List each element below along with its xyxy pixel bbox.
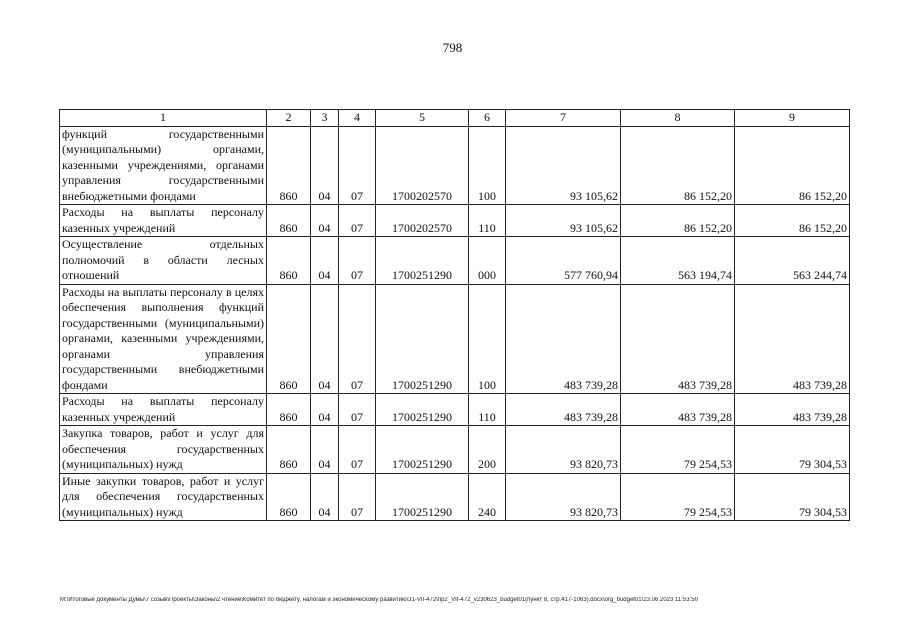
cell-subsection: 07 xyxy=(339,237,376,285)
cell-ministry-code: 860 xyxy=(267,126,311,205)
column-header: 6 xyxy=(469,110,506,127)
cell-ministry-code: 860 xyxy=(267,426,311,474)
column-header: 7 xyxy=(506,110,621,127)
cell-subsection: 07 xyxy=(339,126,376,205)
cell-target-article: 1700202570 xyxy=(376,126,469,205)
cell-amount-col8: 86 152,20 xyxy=(621,205,735,237)
column-header: 8 xyxy=(621,110,735,127)
cell-target-article: 1700251290 xyxy=(376,284,469,394)
cell-amount-col7: 93 105,62 xyxy=(506,126,621,205)
cell-expense-type: 000 xyxy=(469,237,506,285)
budget-table xyxy=(59,109,850,521)
row-description: Расходы на выплаты персоналу в целях обеспечения выполнения функций государственными (муниципальными) органами, казенными учреждениями, органами управления государственными внебюджетными фондами xyxy=(60,284,267,394)
cell-amount-col9: 79 304,53 xyxy=(735,426,850,474)
cell-amount-col8: 483 739,28 xyxy=(621,284,735,394)
cell-amount-col8: 563 194,74 xyxy=(621,237,735,285)
cell-amount-col8: 79 254,53 xyxy=(621,473,735,521)
page-number: 798 xyxy=(442,40,463,55)
cell-target-article: 1700202570 xyxy=(376,205,469,237)
row-description: Расходы на выплаты персоналу казенных учреждений xyxy=(60,205,267,237)
cell-expense-type: 110 xyxy=(469,394,506,426)
header-row xyxy=(60,110,850,127)
cell-amount-col7: 483 739,28 xyxy=(506,284,621,394)
column-header: 4 xyxy=(339,110,376,127)
cell-amount-col9: 79 304,53 xyxy=(735,473,850,521)
cell-target-article: 1700251290 xyxy=(376,473,469,521)
cell-section: 04 xyxy=(311,237,339,285)
cell-amount-col7: 93 105,62 xyxy=(506,205,621,237)
cell-amount-col7: 93 820,73 xyxy=(506,426,621,474)
row-description: функций государственными (муниципальными) органами, казенными учреждениями, органами управления государственными внебюджетными фондами xyxy=(60,126,267,205)
table-row xyxy=(60,126,850,205)
cell-section: 04 xyxy=(311,473,339,521)
cell-expense-type: 100 xyxy=(469,284,506,394)
column-header: 3 xyxy=(311,110,339,127)
cell-subsection: 07 xyxy=(339,394,376,426)
cell-target-article: 1700251290 xyxy=(376,237,469,285)
cell-subsection: 07 xyxy=(339,473,376,521)
table-row xyxy=(60,473,850,521)
column-header: 5 xyxy=(376,110,469,127)
cell-target-article: 1700251290 xyxy=(376,394,469,426)
table-row xyxy=(60,394,850,426)
cell-ministry-code: 860 xyxy=(267,205,311,237)
footer-file-path: М:\Итоговые документы Думы\7 созыв\Проекты\Законы\2 чтение\Комитет по бюджету, налогам и экономическому развитию\31-VII-472\пр2_VII-472_v230623_budget01(пункт 8, стр.417-1063).docx\org_budget01\23.06.2023 11:53:50 xyxy=(60,597,698,603)
cell-amount-col9: 483 739,28 xyxy=(735,284,850,394)
row-description: Иные закупки товаров, работ и услуг для обеспечения государственных (муниципальных) нужд xyxy=(60,473,267,521)
cell-amount-col8: 79 254,53 xyxy=(621,426,735,474)
column-header: 9 xyxy=(735,110,850,127)
cell-section: 04 xyxy=(311,205,339,237)
row-description: Расходы на выплаты персоналу казенных учреждений xyxy=(60,394,267,426)
cell-section: 04 xyxy=(311,426,339,474)
cell-subsection: 07 xyxy=(339,205,376,237)
column-header: 2 xyxy=(267,110,311,127)
cell-section: 04 xyxy=(311,394,339,426)
cell-subsection: 07 xyxy=(339,284,376,394)
cell-amount-col8: 86 152,20 xyxy=(621,126,735,205)
cell-amount-col8: 483 739,28 xyxy=(621,394,735,426)
cell-expense-type: 200 xyxy=(469,426,506,474)
cell-subsection: 07 xyxy=(339,426,376,474)
cell-amount-col9: 483 739,28 xyxy=(735,394,850,426)
column-header: 1 xyxy=(60,110,267,127)
table-row xyxy=(60,205,850,237)
cell-ministry-code: 860 xyxy=(267,284,311,394)
cell-ministry-code: 860 xyxy=(267,394,311,426)
cell-amount-col9: 86 152,20 xyxy=(735,126,850,205)
cell-amount-col7: 93 820,73 xyxy=(506,473,621,521)
cell-expense-type: 110 xyxy=(469,205,506,237)
row-description: Осуществление отдельных полномочий в области лесных отношений xyxy=(60,237,267,285)
table-row xyxy=(60,426,850,474)
cell-amount-col9: 86 152,20 xyxy=(735,205,850,237)
table-row xyxy=(60,237,850,285)
cell-section: 04 xyxy=(311,126,339,205)
cell-amount-col7: 577 760,94 xyxy=(506,237,621,285)
cell-target-article: 1700251290 xyxy=(376,426,469,474)
cell-amount-col9: 563 244,74 xyxy=(735,237,850,285)
cell-expense-type: 240 xyxy=(469,473,506,521)
cell-ministry-code: 860 xyxy=(267,473,311,521)
cell-expense-type: 100 xyxy=(469,126,506,205)
table-row xyxy=(60,284,850,394)
row-description: Закупка товаров, работ и услуг для обеспечения государственных (муниципальных) нужд xyxy=(60,426,267,474)
cell-ministry-code: 860 xyxy=(267,237,311,285)
cell-amount-col7: 483 739,28 xyxy=(506,394,621,426)
cell-section: 04 xyxy=(311,284,339,394)
